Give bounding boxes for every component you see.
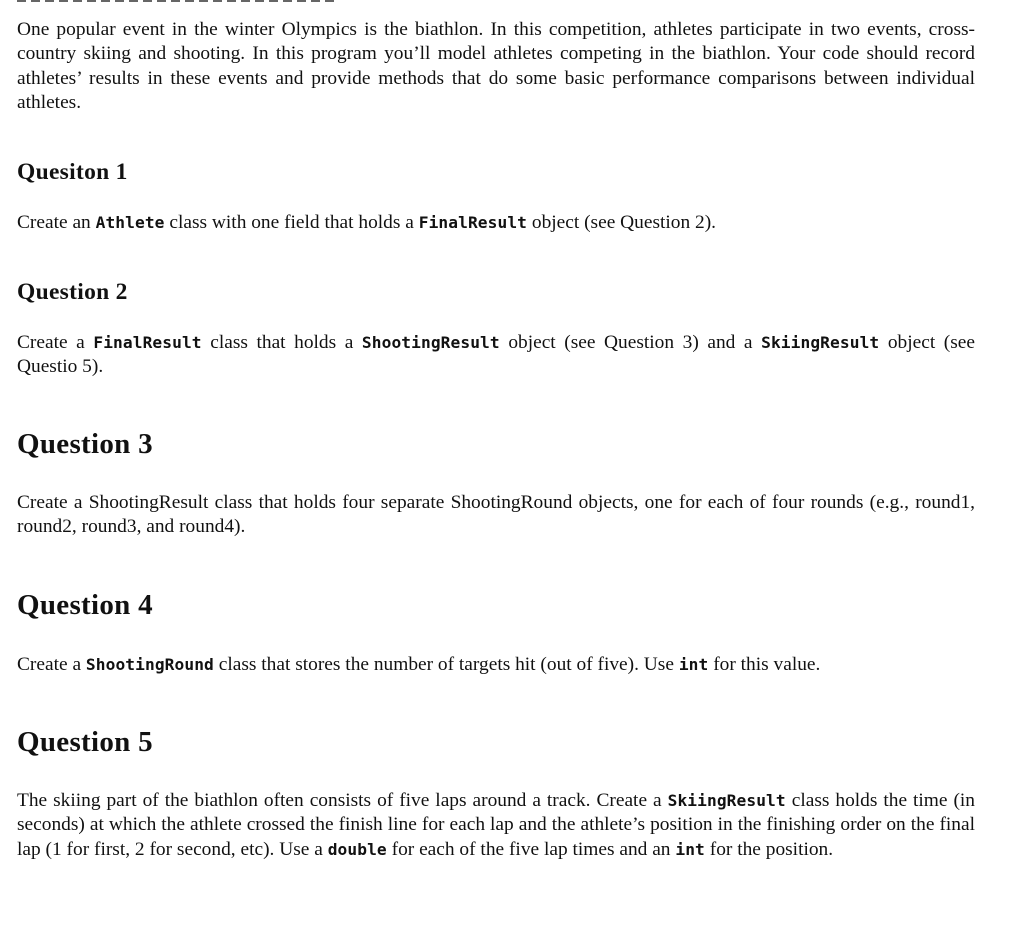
cropped-text-line [17, 0, 337, 4]
text-segment: class that holds a [201, 332, 362, 353]
text-segment: for each of the five lap times and an [386, 838, 676, 860]
question-2-text [17, 331, 975, 380]
code-skiingresult: SkiingResult [667, 791, 786, 810]
code-double: double [327, 839, 387, 859]
question-5-text [17, 789, 975, 862]
text-segment: class that stores the number of targets hit (out of five). Use [213, 654, 679, 675]
question-3-text: Create a ShootingResult class that holds four separate ShootingRound objects, one for each of four rounds (e.g., round1, round2, round3, and round4). [17, 492, 975, 538]
question-1-heading: Quesiton 1 [17, 159, 128, 185]
text-segment: for the position. [704, 838, 834, 860]
code-finalresult: FinalResult [418, 213, 528, 232]
text-segment: object (see Question 2). [527, 212, 717, 233]
text-segment: class with one field that holds a [164, 212, 419, 233]
text-segment: Create a [17, 332, 94, 353]
code-int: int [678, 655, 709, 674]
code-athlete: Athlete [95, 213, 165, 232]
code-finalresult: FinalResult [93, 333, 202, 352]
question-1-text [17, 211, 975, 235]
text-segment: The skiing part of the biathlon often consists of five laps around a track. Create a [17, 790, 668, 811]
question-2-heading: Question 2 [17, 279, 128, 305]
code-skiingresult: SkiingResult [761, 333, 880, 352]
text-segment: Create an [17, 212, 96, 233]
question-4-text [17, 653, 975, 677]
text-segment: Create a [17, 654, 86, 675]
question-5-heading: Question 5 [17, 726, 153, 758]
intro-paragraph: One popular event in the winter Olympics is the biathlon. In this competition, athletes participate in two events, cross-country skiing and shooting. In this program you’ll model athletes competing in the biathlon. Your code should record athletes’ results in these events and provide methods that do some basic performance comparisons between individual athletes. [17, 19, 975, 113]
text-segment: object (see Question 3) and a [499, 332, 762, 353]
code-int: int [675, 839, 705, 859]
text-segment: class holds the time (in seconds) at which the athlete crossed the finish line for each lap and the athlete’s position in the finishing order on the final lap (1 for first, 2 for second, etc). Use a [17, 790, 975, 860]
question-3-heading: Question 3 [17, 428, 153, 460]
text-segment: for this value. [708, 654, 821, 675]
text-segment: object (see Questio 5). [17, 332, 975, 378]
code-shootingresult: ShootingResult [361, 333, 500, 352]
code-shootinground: ShootingRound [85, 655, 214, 674]
question-4-heading: Question 4 [17, 589, 153, 621]
